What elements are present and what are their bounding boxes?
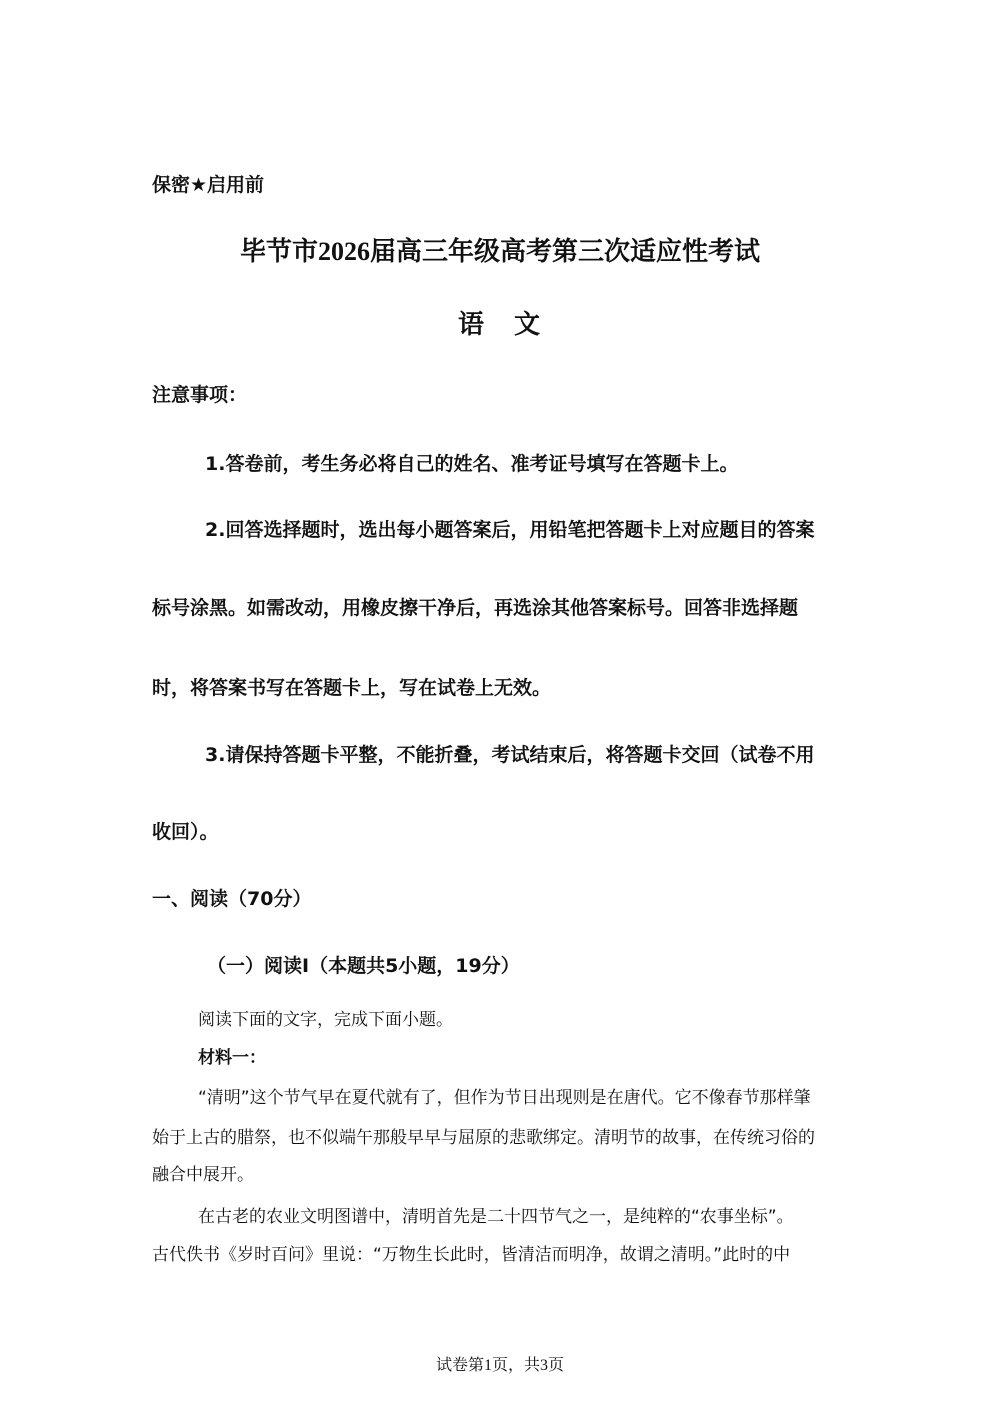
confidential-label: 保密★启用前: [152, 174, 265, 196]
note-line: 时，将答案书写在答题卡上，写在试卷上无效。: [152, 677, 552, 699]
passage-line: 融合中展开。: [152, 1165, 254, 1185]
note-line: 3.请保持答题卡平整，不能折叠，考试结束后，将答题卡交回（试卷不用: [205, 744, 815, 766]
material-label: 材料一：: [198, 1048, 266, 1068]
note-line: 标号涂黑。如需改动，用橡皮擦干净后，再选涂其他答案标号。回答非选择题: [152, 597, 799, 619]
passage-line: 在古老的农业文明图谱中，清明首先是二十四节气之一，是纯粹的“农事坐标”。: [198, 1207, 794, 1227]
note-line: 收回）。: [152, 821, 219, 843]
notes-heading: 注意事项：: [152, 384, 248, 406]
page-footer: 试卷第1页，共3页: [435, 1357, 564, 1374]
passage-line: 古代佚书《岁时百问》里说：“万物生长此时，皆清洁而明净，故谓之清明。”此时的中: [152, 1245, 791, 1265]
subsection-heading: （一）阅读Ⅰ（本题共5小题，19分）: [207, 955, 520, 977]
exam-title: 毕节市2026届高三年级高考第三次适应性考试: [239, 237, 760, 266]
section-heading: 一、阅读（70分）: [152, 888, 312, 910]
subject-title: 语 文: [457, 310, 542, 339]
note-line: 2.回答选择题时，选出每小题答案后，用铅笔把答题卡上对应题目的答案: [205, 519, 815, 541]
passage-line: “清明”这个节气早在夏代就有了，但作为节日出现则是在唐代。它不像春节那样肇: [198, 1088, 811, 1108]
reading-instruction: 阅读下面的文字，完成下面小题。: [198, 1010, 453, 1030]
note-line: 1.答卷前，考生务必将自己的姓名、准考证号填写在答题卡上。: [205, 453, 739, 475]
passage-line: 始于上古的腊祭，也不似端午那般早早与屈原的悲歌绑定。清明节的故事，在传统习俗的: [152, 1128, 815, 1148]
